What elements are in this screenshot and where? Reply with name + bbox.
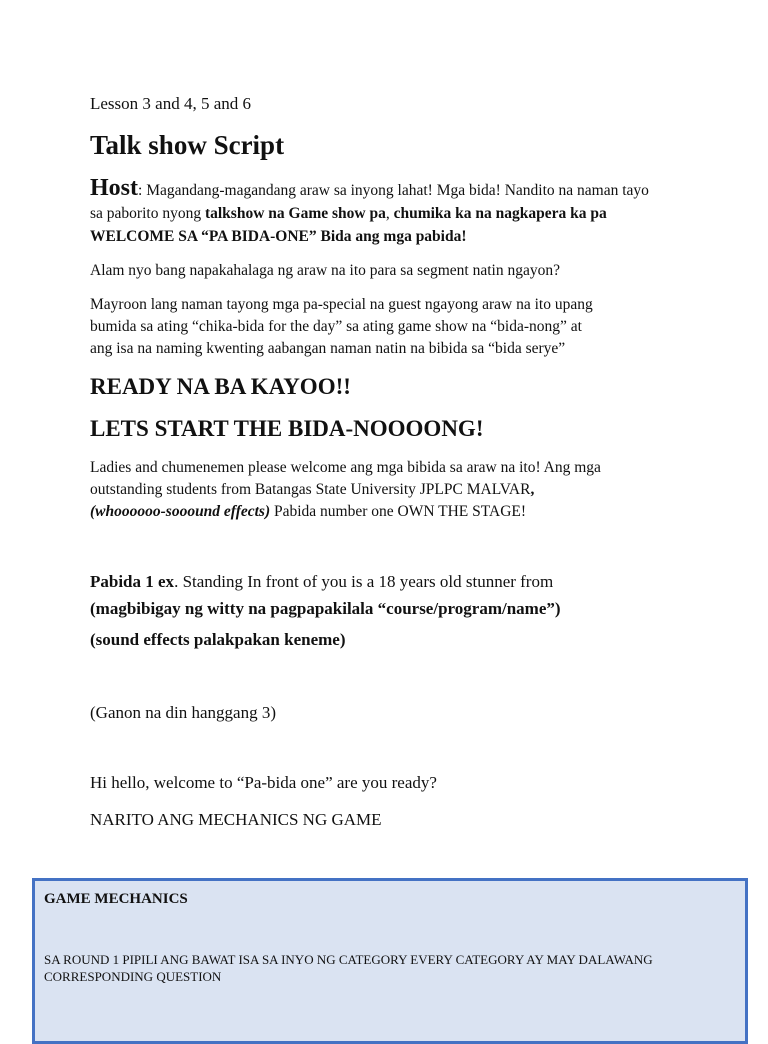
welcome-line-2-comma: , xyxy=(530,481,535,498)
pabida-label: Pabida 1 ex xyxy=(90,572,175,591)
greeting-line: Hi hello, welcome to “Pa-bida one” are you ready? xyxy=(90,773,437,792)
host-colon: : xyxy=(138,182,143,199)
pabida-text: . Standing In front of you is a 18 years old stunner from xyxy=(174,572,554,591)
pabida-paragraph xyxy=(90,568,561,622)
ready-heading: READY NA BA KAYOO!! xyxy=(90,374,351,399)
mechanics-intro-line: NARITO ANG MECHANICS NG GAME xyxy=(90,810,382,829)
game-mechanics-title: GAME MECHANICS xyxy=(44,891,188,907)
segment-paragraph: Alam nyo bang napakahalaga ng araw na ito para sa segment natin ngayon? xyxy=(90,262,560,279)
host-bold-welcome: chumika ka na nagkapera ka pa WELCOME SA “PA BIDA-ONE” Bida ang mga pabida! xyxy=(90,205,607,245)
script-title: Talk show Script xyxy=(90,130,285,160)
sound-effects-line: (sound effects palakpakan keneme) xyxy=(90,630,346,649)
guest-paragraph xyxy=(90,294,593,360)
game-mechanics-text: SA ROUND 1 PIPILI ANG BAWAT ISA SA INYO NG CATEGORY EVERY CATEGORY AY MAY DALAWANG CORRESPONDING QUESTION xyxy=(44,952,653,984)
lesson-heading: Lesson 3 and 4, 5 and 6 xyxy=(90,94,252,113)
welcome-line-3-text: Pabida number one OWN THE STAGE! xyxy=(270,503,527,520)
welcome-line-2-text: outstanding students from Batangas State University JPLPC MALVAR xyxy=(90,481,531,498)
welcome-line-2 xyxy=(90,479,601,501)
game-mechanics-box xyxy=(32,878,748,1044)
guest-line-1: Mayroon lang naman tayong mga pa-special na guest ngayong araw na ito upang xyxy=(90,296,593,313)
pabida-line-2: (magbibigay ng witty na pagpapakilala “course/program/name”) xyxy=(90,599,561,618)
host-label: Host xyxy=(90,175,138,201)
host-text: Magandang-magandang araw sa inyong lahat! Mga bida! Nandito na naman tayo sa paborito nyong xyxy=(90,182,649,222)
host-paragraph xyxy=(90,177,650,248)
host-comma: , xyxy=(385,205,394,222)
guest-line-3: ang isa na naming kwenting aabangan naman natin na bibida sa “bida serye” xyxy=(90,340,566,357)
host-bold-talkshow: talkshow na Game show pa xyxy=(204,205,386,222)
sound-effects-cue: (whoooooo-sooound effects) xyxy=(90,503,271,520)
pabida-line-1 xyxy=(90,568,561,595)
lets-start-heading: LETS START THE BIDA-NOOOONG! xyxy=(90,416,484,441)
welcome-paragraph xyxy=(90,457,601,523)
welcome-line-3 xyxy=(90,501,601,523)
welcome-line-1: Ladies and chumenemen please welcome ang mga bibida sa araw na ito! Ang mga xyxy=(90,459,601,476)
ganon-line: (Ganon na din hanggang 3) xyxy=(90,703,277,722)
guest-line-2: bumida sa ating “chika-bida for the day” sa ating game show na “bida-nong” at xyxy=(90,318,582,335)
